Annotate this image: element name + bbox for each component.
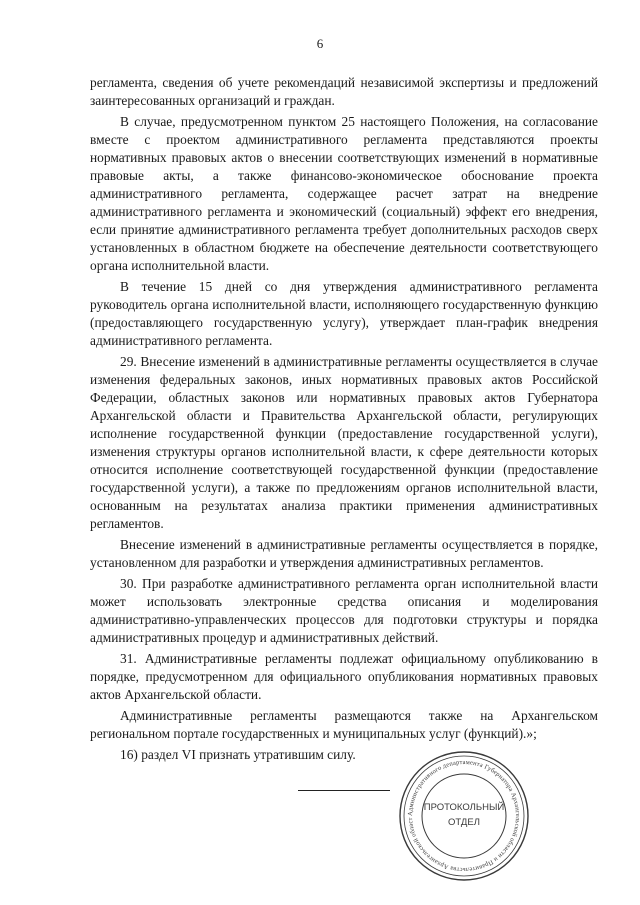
paragraph: Внесение изменений в административные регламенты осуществляется в порядке, установленном для разработки и утверждения административных регламентов.: [90, 537, 598, 570]
stamp-ring-text: Административного департамента Губернатора Архангельской области и Правительства Архангельской област: [406, 758, 522, 874]
paragraph: 29. Внесение изменений в административные регламенты осуществляется в случае изменения федеральных законов, иных нормативных правовых актов Российской Федерации, областных законов или нормативных правовых актов Губернатора Архангельской области и Правительства Архангельской области, регулирующих исполнение государственной функции (предоставление государственной услуги), изменения структуры органов исполнительной власти, к сфере деятельности которых относится исполнение соответствующей государственной функции (предоставление государственной услуги), а также по предложениям органов исполнительной власти, основанным на результатах анализа практики применения административных регламентов.: [90, 354, 598, 531]
paragraph: 30. При разработке административного регламента орган исполнительной власти может использовать электронные средства описания и моделирования административно-управленческих процессов для подготовки структуры и порядка административных процедур и административных действий.: [90, 576, 598, 645]
stamp-center-line-2: ОТДЕЛ: [448, 817, 480, 828]
paragraph: 16) раздел VI признать утратившим силу.: [120, 747, 356, 762]
paragraph: 31. Административные регламенты подлежат официальному опубликованию в порядке, предусмотренном для официального опубликования нормативных правовых актов Архангельской области.: [90, 651, 598, 702]
official-stamp: [396, 748, 532, 884]
document-body: [90, 74, 598, 767]
paragraph: регламента, сведения об учете рекомендаций независимой экспертизы и предложений заинтересованных организаций и граждан.: [90, 75, 598, 108]
paragraph: В течение 15 дней со дня утверждения административного регламента руководитель органа исполнительной власти, исполняющего государственную функцию (предоставляющего государственную услугу), утверждает план-график внедрения административного регламента.: [90, 279, 598, 348]
paragraph: В случае, предусмотренном пунктом 25 настоящего Положения, на согласование вместе с проектом административного регламента представляются проекты нормативных правовых актов о внесении соответствующих изменений в нормативные правовые акты, а также финансово-экономическое обоснование проекта административного регламента, содержащее расчет затрат на внедрение административного регламента и экономический (социальный) эффект его внедрения, если принятие административного регламента требует дополнительных расходов сверх установленных в областном бюджете на обеспечение деятельности соответствующего органа исполнительной власти.: [90, 114, 598, 273]
stamp-center-line-1: ПРОТОКОЛЬНЫЙ: [423, 802, 505, 813]
page-number: 6: [316, 36, 324, 51]
separator-line: [298, 790, 390, 791]
paragraph: Административные регламенты размещаются также на Архангельском региональном портале государственных и муниципальных услуг (функций).»;: [90, 708, 598, 741]
stamp-seal: [396, 748, 532, 884]
